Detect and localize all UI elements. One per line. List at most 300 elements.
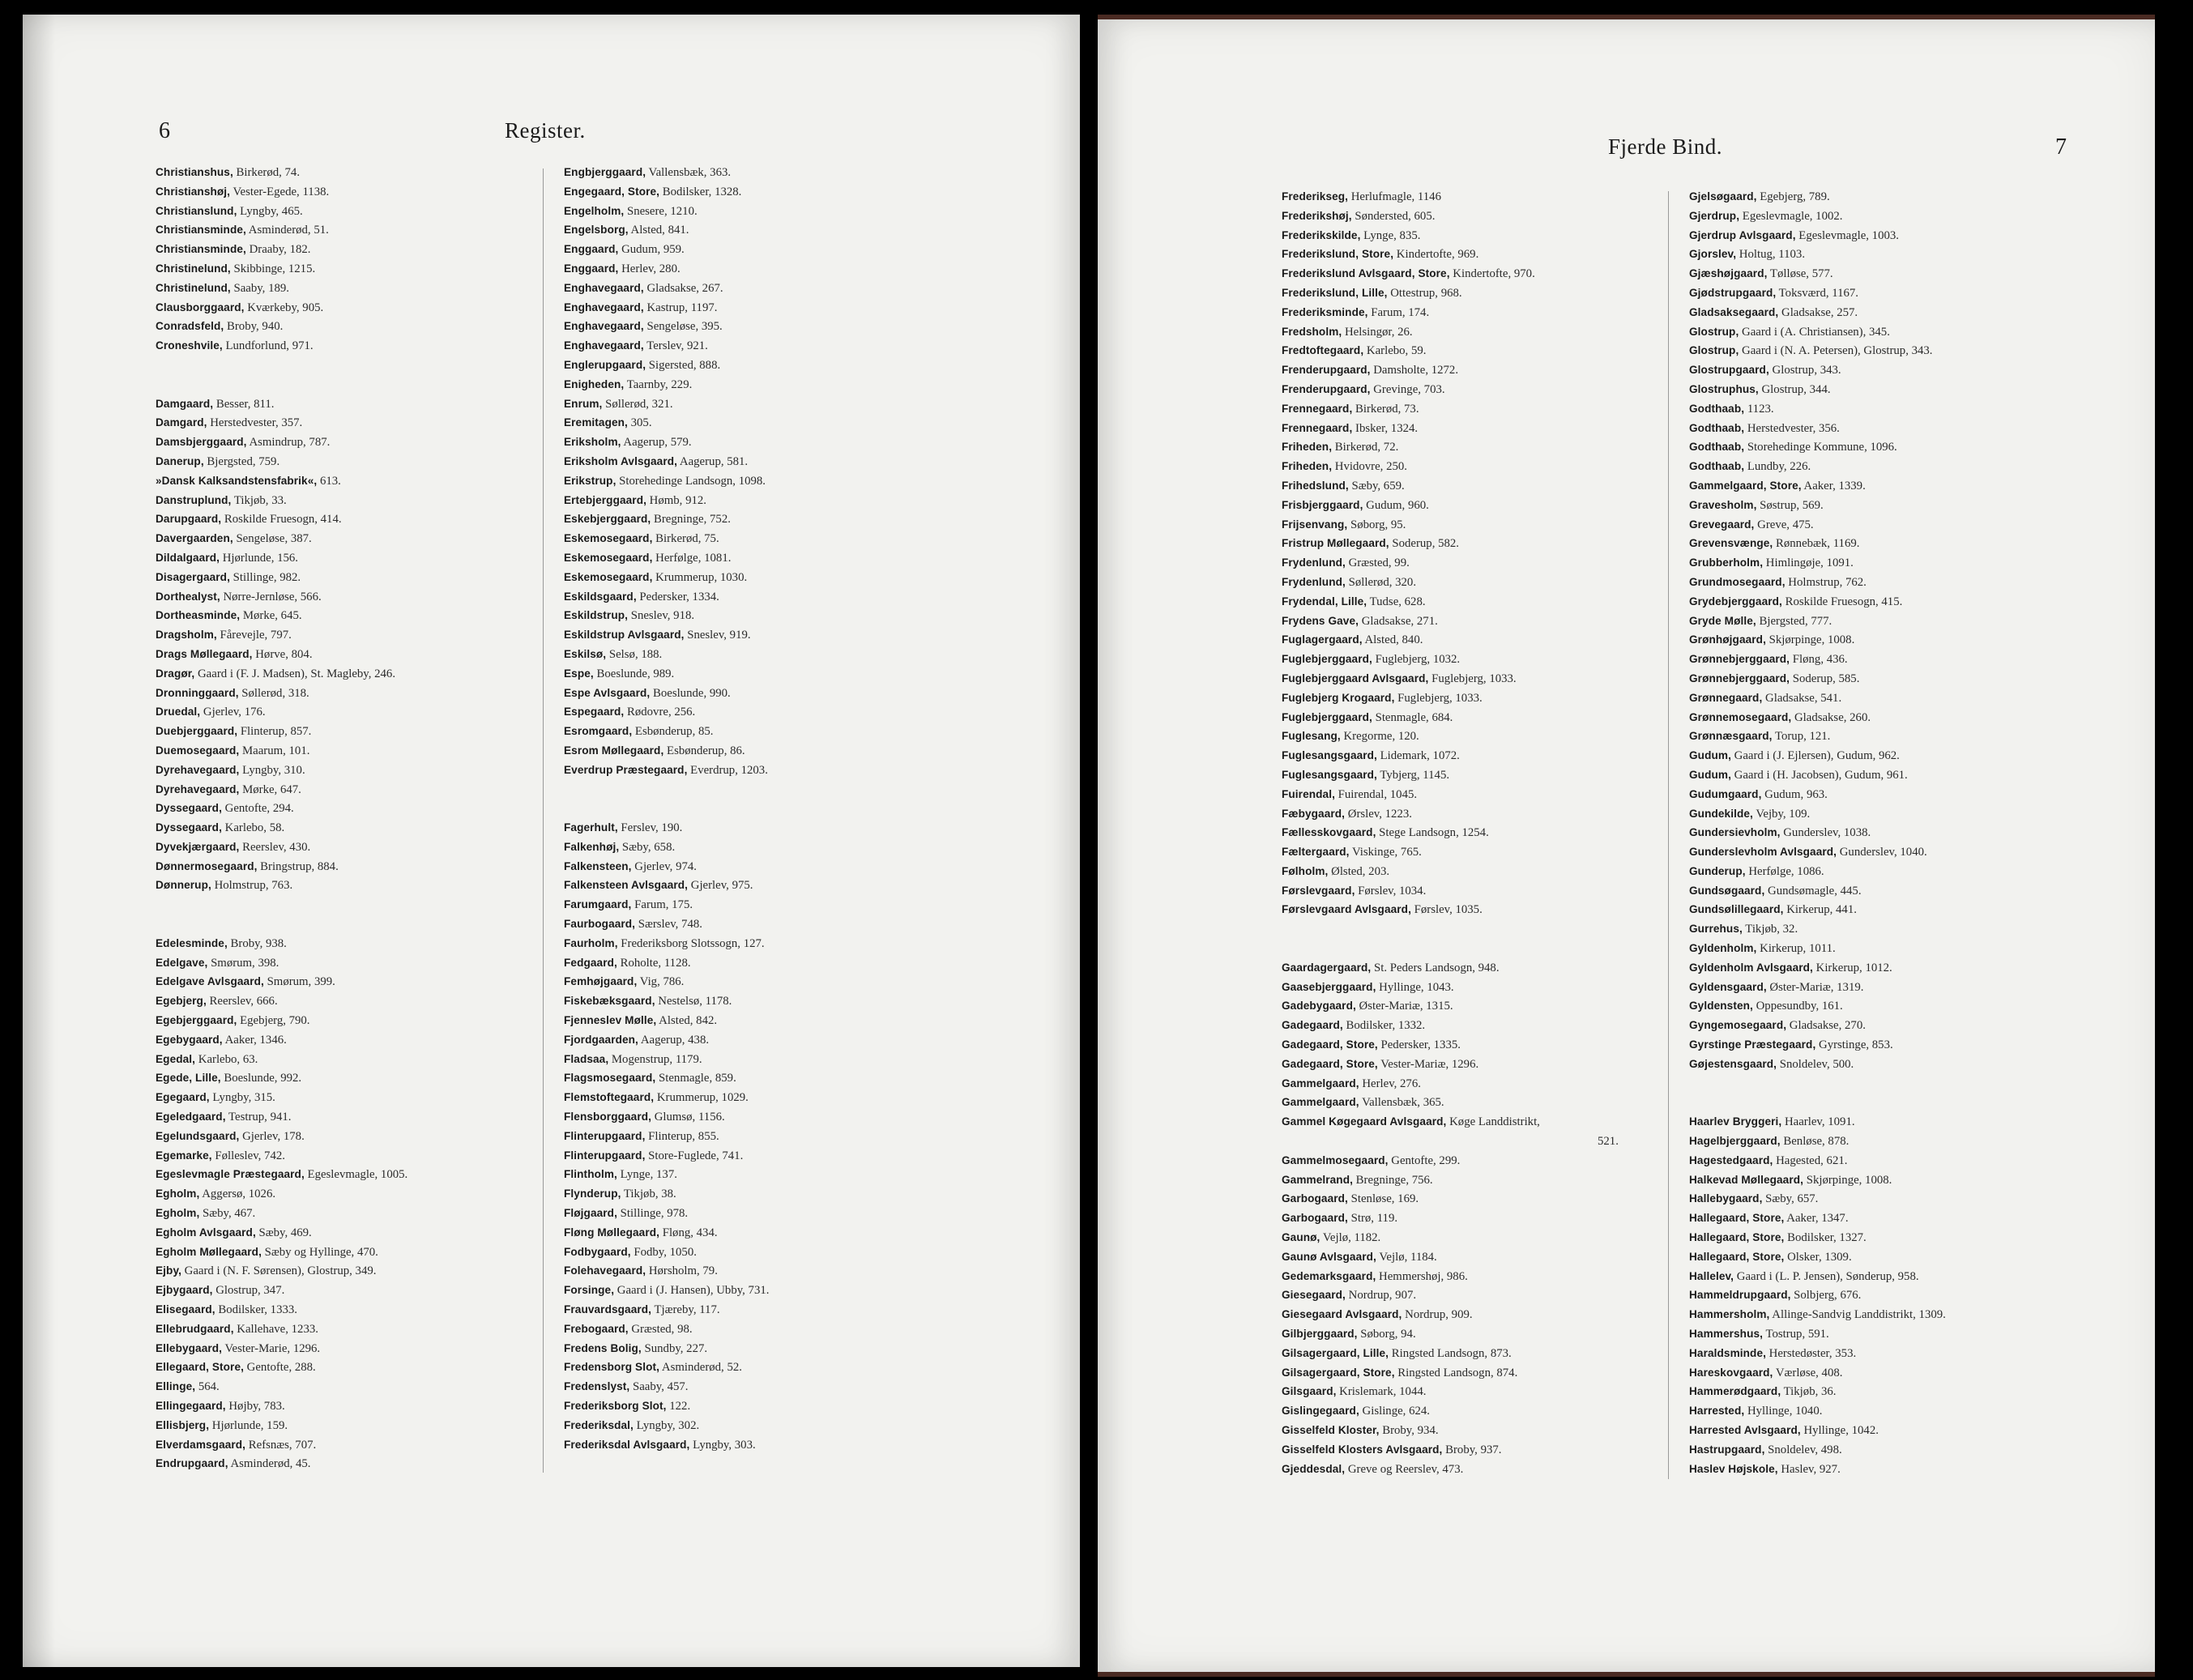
index-entry	[564, 625, 769, 645]
entry-name: Giesegaard,	[1282, 1289, 1346, 1302]
entry-location: Kirkerup, 441.	[1783, 903, 1857, 917]
entry-location: Hyllinge, 1043.	[1376, 980, 1454, 994]
entry-location: Tjæreby, 117.	[651, 1303, 720, 1317]
index-entry	[1689, 1305, 1946, 1324]
entry-name: Enrum,	[564, 397, 603, 410]
entry-name: Flinterupgaard,	[564, 1149, 646, 1162]
entry-location: Søborg, 95.	[1347, 518, 1406, 531]
index-entry	[1689, 534, 1946, 553]
right-page	[1098, 15, 2155, 1677]
entry-name: Espe Avlsgaard,	[564, 686, 651, 699]
entry-location: Sæby, 659.	[1348, 479, 1405, 492]
entry-location: Værløse, 408.	[1773, 1366, 1843, 1379]
entry-name: Grønnebjerggaard,	[1689, 653, 1790, 666]
index-entry	[1689, 727, 1946, 746]
index-entry	[1689, 592, 1946, 612]
index-entry	[564, 1435, 769, 1455]
index-entry	[1282, 322, 1619, 342]
index-entry	[156, 317, 407, 336]
entry-name: Christinelund,	[156, 262, 231, 275]
index-entry	[156, 433, 407, 452]
index-entry	[564, 317, 769, 336]
entry-location: Egebjerg, 790.	[237, 1014, 310, 1028]
entry-name: Espegaard,	[564, 706, 625, 718]
index-entry	[1689, 823, 1946, 842]
entry-location: Gladsakse, 270.	[1786, 1019, 1866, 1033]
entry-location: Vallensbæk, 363.	[646, 166, 732, 179]
entry-name: Gyldenholm Avlsgaard,	[1689, 961, 1813, 974]
index-entry	[156, 1146, 407, 1166]
index-entry	[1282, 399, 1619, 419]
index-entry	[1282, 592, 1619, 612]
index-entry	[1282, 862, 1619, 881]
index-entry	[1282, 496, 1619, 515]
entry-name: Duebjerggaard,	[156, 725, 238, 738]
entry-location: Stenmagle, 684.	[1372, 710, 1453, 724]
index-entry	[1282, 226, 1619, 245]
index-entry	[1689, 650, 1946, 669]
entry-location: Gjerlev, 178.	[239, 1129, 305, 1143]
entry-name: Eskilsø,	[564, 647, 607, 660]
index-entry	[1282, 804, 1619, 824]
entry-location: Stenløse, 169.	[1347, 1192, 1419, 1206]
entry-location: Broby, 934.	[1379, 1424, 1439, 1437]
entry-name: Fuirendal,	[1282, 787, 1335, 800]
entry-name: Frenderupgaard,	[1282, 382, 1371, 395]
index-entry	[1282, 1421, 1619, 1440]
entry-location: Lynge, 835.	[1360, 228, 1421, 242]
column-divider	[543, 168, 544, 1473]
index-entry	[1689, 457, 1946, 476]
entry-location: Fløng, 434.	[659, 1226, 718, 1239]
index-column-1	[1282, 187, 1619, 1478]
entry-name: Eskebjerggaard,	[564, 513, 651, 526]
entry-location: Asmindrup, 787.	[246, 436, 331, 450]
entry-name: Egholm,	[156, 1188, 200, 1200]
entry-location: Everdrup, 1203.	[687, 763, 768, 777]
entry-location: Højby, 783.	[225, 1400, 285, 1413]
entry-location: Mogenstrup, 1179.	[608, 1052, 702, 1066]
entry-location: Greve og Reerslev, 473.	[1345, 1462, 1464, 1476]
index-entry	[1689, 785, 1946, 804]
entry-name: Egegaard,	[156, 1091, 210, 1104]
entry-name: Frederiksdal Avlsgaard,	[564, 1438, 690, 1451]
entry-location: Sigersted, 888.	[646, 358, 721, 372]
entry-name: Gammelgaard,	[1282, 1096, 1359, 1109]
entry-location: Gudum, 963.	[1761, 787, 1828, 801]
entry-name: Friheden,	[1282, 460, 1333, 473]
entry-name: Hammeldrupgaard,	[1689, 1289, 1791, 1302]
entry-name: Fagerhult,	[564, 821, 618, 834]
entry-name: Fløjgaard,	[564, 1207, 617, 1220]
entry-location: Fuglebjerg, 1032.	[1372, 653, 1461, 667]
index-entry	[564, 915, 769, 934]
entry-name: Gøjestensgaard,	[1689, 1057, 1777, 1070]
entry-location: Bjergsted, 759.	[203, 454, 280, 468]
entry-location: Hyllinge, 1042.	[1800, 1424, 1879, 1437]
index-entry	[1282, 1363, 1619, 1383]
index-entry	[156, 1339, 407, 1358]
entry-location: Sneslev, 919.	[684, 629, 751, 642]
index-entry	[1282, 573, 1619, 592]
entry-name: Flinterupgaard,	[564, 1129, 646, 1142]
index-entry	[156, 1358, 407, 1377]
entry-location: Køge Landdistrikt,	[1446, 1115, 1540, 1129]
entry-location: Refsnæs, 707.	[245, 1438, 317, 1452]
index-entry	[156, 1011, 407, 1030]
entry-location: Boeslunde, 989.	[593, 667, 675, 680]
index-column-2	[564, 163, 769, 1454]
entry-name: Enghavegaard,	[564, 320, 644, 333]
index-entry	[1282, 1267, 1619, 1286]
entry-name: Flemstoftegaard,	[564, 1091, 655, 1104]
entry-location: Lyngby, 315.	[209, 1091, 275, 1105]
entry-location: Skjørpinge, 1008.	[1803, 1173, 1892, 1187]
entry-name: Gryde Mølle,	[1689, 614, 1756, 627]
index-entry	[1689, 746, 1946, 765]
entry-name: Eriksholm,	[564, 436, 621, 449]
entry-location: Gentofte, 294.	[221, 802, 294, 816]
entry-name: Flynderup,	[564, 1188, 621, 1200]
entry-name: Dorthealyst,	[156, 590, 220, 603]
entry-name: Glostruphus,	[1689, 382, 1759, 395]
index-entry	[156, 1068, 407, 1088]
entry-location: Herfølge, 1081.	[652, 551, 732, 565]
entry-name: Egholm Avlsgaard,	[156, 1226, 256, 1239]
index-entry	[156, 606, 407, 625]
entry-location: Frederiksborg Slotssogn, 127.	[617, 936, 765, 950]
entry-name: Davergaarden,	[156, 532, 233, 545]
entry-location: Birkerød, 72.	[1332, 441, 1399, 454]
entry-name: Frennegaard,	[1282, 402, 1353, 415]
entry-location: Roskilde Fruesogn, 414.	[221, 513, 342, 527]
index-entry	[564, 298, 769, 318]
entry-location: Reerslev, 666.	[206, 995, 278, 1008]
index-entry	[564, 972, 769, 991]
entry-location: Draaby, 182.	[245, 243, 311, 257]
entry-location: Farum, 175.	[631, 898, 693, 912]
entry-name: Gravesholm,	[1689, 498, 1757, 511]
index-entry	[1282, 264, 1619, 284]
entry-name: Garbogaard,	[1282, 1192, 1348, 1205]
index-entry	[1689, 1151, 1946, 1170]
index-entry	[1282, 515, 1619, 535]
index-entry	[1282, 823, 1619, 842]
entry-name: Gaardagergaard,	[1282, 961, 1372, 974]
entry-name: Fredsholm,	[1282, 325, 1342, 338]
index-entry	[1689, 1421, 1946, 1440]
entry-location: Herlufmagle, 1146	[1348, 190, 1441, 203]
entry-name: Gundersievholm,	[1689, 826, 1781, 839]
entry-location: Rønnebæk, 1169.	[1773, 537, 1860, 551]
entry-location: Fodby, 1050.	[630, 1245, 697, 1259]
index-entry	[1282, 437, 1619, 457]
entry-name: Gyldensgaard,	[1689, 980, 1767, 993]
entry-location: Stillinge, 982.	[229, 570, 301, 584]
index-entry	[156, 857, 407, 876]
index-entry	[564, 356, 769, 375]
entry-name: Fladsaa,	[564, 1052, 609, 1065]
index-entry	[1282, 303, 1619, 322]
index-entry	[1689, 996, 1946, 1016]
entry-location: Sundby, 227.	[641, 1341, 708, 1355]
entry-location: Sæby, 469.	[255, 1226, 312, 1239]
entry-name: Fredtoftegaard,	[1282, 344, 1364, 357]
entry-name: Egelundsgaard,	[156, 1129, 240, 1142]
entry-name: Eremitagen,	[564, 416, 628, 429]
index-entry	[156, 587, 407, 607]
entry-location: Krummerup, 1030.	[652, 570, 748, 584]
index-entry	[564, 259, 769, 279]
entry-name: Glostrupgaard,	[1689, 364, 1769, 377]
entry-location: Bringstrup, 884.	[257, 859, 339, 873]
index-entry	[1689, 573, 1946, 592]
index-entry	[156, 163, 407, 182]
index-entry	[1282, 380, 1619, 399]
entry-location: Glostrup, 343.	[1768, 364, 1841, 377]
entry-name: Dildalgaard,	[156, 551, 220, 564]
index-entry	[1689, 1440, 1946, 1460]
entry-location: Hyllinge, 1040.	[1744, 1405, 1823, 1418]
index-entry	[1282, 1286, 1619, 1305]
index-entry	[1689, 630, 1946, 650]
entry-location: Søborg, 94.	[1357, 1328, 1416, 1341]
entry-location: Toksværd, 1167.	[1776, 286, 1858, 300]
entry-location: Gislinge, 624.	[1359, 1405, 1430, 1418]
index-entry	[564, 1377, 769, 1396]
entry-location: Lyngby, 465.	[237, 204, 303, 218]
index-entry	[1689, 1267, 1946, 1286]
entry-location: Reerslev, 430.	[239, 840, 311, 854]
running-head: Register.	[505, 118, 586, 143]
entry-name: Damgaard,	[156, 397, 214, 410]
index-entry	[564, 1204, 769, 1223]
index-entry	[564, 741, 769, 761]
index-entry	[156, 972, 407, 991]
entry-location: Bregninge, 756.	[1352, 1173, 1433, 1187]
index-entry	[564, 818, 769, 838]
entry-name: Gadegaard,	[1282, 1019, 1343, 1032]
entry-name: Esromgaard,	[564, 725, 633, 738]
entry-location: Ringsted Landsogn, 873.	[1389, 1346, 1512, 1360]
entry-name: Faurbogaard,	[564, 918, 636, 931]
entry-location: Krummerup, 1029.	[654, 1091, 749, 1105]
entry-location: Kværkeby, 905.	[244, 301, 324, 314]
index-entry	[564, 510, 769, 529]
entry-name: Hallegaard, Store,	[1689, 1231, 1785, 1244]
entry-location: Haarlev, 1091.	[1781, 1115, 1855, 1129]
entry-location: Fuirendal, 1045.	[1334, 787, 1418, 801]
entry-location: Ibsker, 1324.	[1352, 421, 1419, 435]
index-entry	[1689, 476, 1946, 496]
entry-name: Eskemosegaard,	[564, 532, 653, 545]
entry-name: Flensborggaard,	[564, 1111, 651, 1124]
index-entry	[564, 761, 769, 780]
index-entry	[1689, 515, 1946, 535]
index-entry	[156, 1416, 407, 1435]
index-entry	[1689, 1460, 1946, 1479]
entry-location: Roskilde Fruesogn, 415.	[1781, 595, 1903, 608]
entry-name: Disagergaard,	[156, 570, 230, 583]
entry-location: Stege Landsogn, 1254.	[1376, 826, 1489, 840]
entry-name: Fredenslyst,	[564, 1380, 630, 1393]
entry-location: Herfølge, 1086.	[1745, 864, 1824, 878]
index-entry	[1689, 1112, 1946, 1132]
entry-name: Falkenhøj,	[564, 840, 620, 853]
entry-name: Gjæshøjgaard,	[1689, 267, 1768, 280]
entry-location: Lynge, 137.	[617, 1168, 677, 1182]
index-entry	[1282, 187, 1619, 207]
index-entry	[564, 587, 769, 607]
index-entry	[1282, 1112, 1619, 1132]
index-entry	[1282, 1460, 1619, 1479]
entry-name: Fuglesangsgaard,	[1282, 768, 1377, 781]
entry-name: Eskildsgaard,	[564, 590, 637, 603]
entry-location: Birkerød, 74.	[233, 166, 301, 179]
index-entry	[564, 1261, 769, 1281]
entry-name: Ejbygaard,	[156, 1284, 213, 1297]
index-entry	[1689, 322, 1946, 342]
entry-location: Lyngby, 303.	[689, 1438, 756, 1452]
entry-name: Flagsmosegaard,	[564, 1072, 656, 1085]
index-entry	[1689, 900, 1946, 919]
index-entry	[564, 838, 769, 857]
entry-name: Gaunø Avlsgaard,	[1282, 1250, 1376, 1263]
entry-location: Fløng, 436.	[1790, 653, 1848, 667]
entry-name: Enggaard,	[564, 243, 619, 256]
entry-location: Gladsakse, 541.	[1762, 691, 1842, 705]
entry-name: Ellebygaard,	[156, 1341, 223, 1354]
entry-location: Tudse, 628.	[1367, 595, 1426, 608]
index-entry	[1282, 1151, 1619, 1170]
entry-location: Smørum, 398.	[207, 956, 279, 970]
entry-location: Skibbinge, 1215.	[230, 262, 316, 275]
index-entry	[1689, 437, 1946, 457]
index-entry	[564, 934, 769, 953]
entry-name: Gaunø,	[1282, 1231, 1320, 1244]
index-entry	[564, 279, 769, 298]
index-entry	[1282, 1035, 1619, 1055]
entry-location: Flinterup, 855.	[645, 1129, 719, 1143]
entry-location: Egeslevmagle, 1005.	[304, 1168, 408, 1182]
entry-name: Hammersholm,	[1689, 1308, 1770, 1321]
entry-location: Farum, 174.	[1367, 305, 1430, 319]
entry-location: Herstedvester, 357.	[207, 416, 303, 430]
entry-location: Kirkerup, 1011.	[1756, 942, 1836, 956]
index-entry	[1689, 1344, 1946, 1363]
entry-location: 1123.	[1744, 402, 1774, 416]
entry-name: Følholm,	[1282, 864, 1329, 877]
entry-location: Ottestrup, 968.	[1387, 286, 1462, 300]
index-entry	[156, 645, 407, 664]
index-entry	[156, 1320, 407, 1339]
entry-name: Haarlev Bryggeri,	[1689, 1115, 1782, 1128]
entry-name: Godthaab,	[1689, 402, 1745, 415]
entry-location: Græsted, 98.	[628, 1322, 693, 1336]
entry-name: Eskemosegaard,	[564, 570, 653, 583]
entry-name: Edelesminde,	[156, 936, 228, 949]
entry-location: Boeslunde, 992.	[220, 1072, 302, 1085]
entry-location: Søllerød, 320.	[1345, 575, 1417, 589]
entry-name: Grønhøjgaard,	[1689, 633, 1766, 646]
index-entry	[1689, 689, 1946, 708]
entry-location: Førslev, 1035.	[1410, 903, 1483, 917]
entry-location: Tybjerg, 1145.	[1376, 768, 1450, 782]
entry-location: Stenmagle, 859.	[655, 1072, 736, 1085]
entry-location: Saaby, 457.	[629, 1380, 689, 1394]
entry-location: Glumsø, 1156.	[651, 1111, 725, 1124]
entry-name: Gilbjerggaard,	[1282, 1328, 1358, 1341]
index-entry	[564, 857, 769, 876]
entry-location: Gladsakse, 257.	[1778, 305, 1858, 319]
entry-name: Grubberholm,	[1689, 556, 1764, 569]
entry-location: Kindertofte, 969.	[1393, 248, 1479, 262]
entry-name: Fuglebjerg Krogaard,	[1282, 691, 1395, 704]
entry-name: Duemosegaard,	[156, 744, 240, 757]
index-entry	[564, 452, 769, 471]
section-gap	[156, 356, 407, 394]
index-entry	[1689, 842, 1946, 862]
entry-name: Harrested Avlsgaard,	[1689, 1424, 1801, 1436]
entry-name: Gammelmosegaard,	[1282, 1153, 1389, 1166]
index-entry	[1282, 1401, 1619, 1421]
entry-location: Pedersker, 1335.	[1377, 1038, 1461, 1052]
entry-location: Karlebo, 63.	[195, 1052, 258, 1066]
entry-name: Fæltergaard,	[1282, 846, 1350, 859]
entry-name: Gammelrand,	[1282, 1173, 1353, 1186]
running-head: Fjerde Bind.	[1608, 134, 1722, 159]
entry-location: Græsted, 99.	[1345, 556, 1410, 570]
index-entry	[1282, 1440, 1619, 1460]
entry-name: Ejby,	[156, 1264, 181, 1277]
entry-name: Frederikseg,	[1282, 190, 1349, 203]
entry-name: Ellingegaard,	[156, 1400, 226, 1412]
section-gap	[1689, 1074, 1946, 1113]
entry-location: Hjørlunde, 159.	[209, 1418, 288, 1432]
entry-name: Gilsgaard,	[1282, 1385, 1337, 1398]
entry-name: Dønnerup,	[156, 879, 211, 892]
entry-location: Aaker, 1346.	[222, 1033, 287, 1047]
entry-location: Terslev, 921.	[643, 339, 708, 353]
entry-location: Aagerup, 581.	[677, 454, 749, 468]
entry-location: Solbjerg, 676.	[1790, 1289, 1862, 1303]
entry-location: Saaby, 189.	[230, 281, 289, 295]
index-entry	[1282, 1382, 1619, 1401]
entry-name: Frauvardsgaard,	[564, 1303, 652, 1316]
entry-name: Grundmosegaard,	[1689, 575, 1786, 588]
entry-name: Gjerdrup,	[1689, 209, 1740, 222]
index-entry	[564, 722, 769, 741]
index-entry	[156, 413, 407, 433]
index-entry	[564, 1068, 769, 1088]
index-entry	[156, 1281, 407, 1300]
entry-name: Edelgave Avlsgaard,	[156, 975, 264, 988]
entry-name: Halkevad Møllegaard,	[1689, 1173, 1804, 1186]
index-entry	[1689, 978, 1946, 997]
index-entry	[156, 259, 407, 279]
entry-name: Frisbjerggaard,	[1282, 498, 1363, 511]
index-entry	[1689, 939, 1946, 958]
entry-location: Boeslunde, 990.	[650, 686, 731, 700]
entry-name: Croneshvile,	[156, 339, 223, 352]
index-entry	[1282, 881, 1619, 901]
index-entry	[1689, 1401, 1946, 1421]
entry-name: Enggaard,	[564, 262, 619, 275]
entry-name: Førslevgaard,	[1282, 884, 1355, 897]
entry-name: Fodbygaard,	[564, 1245, 631, 1258]
section-gap	[156, 895, 407, 934]
entry-name: Grønnebjerggaard,	[1689, 672, 1790, 684]
